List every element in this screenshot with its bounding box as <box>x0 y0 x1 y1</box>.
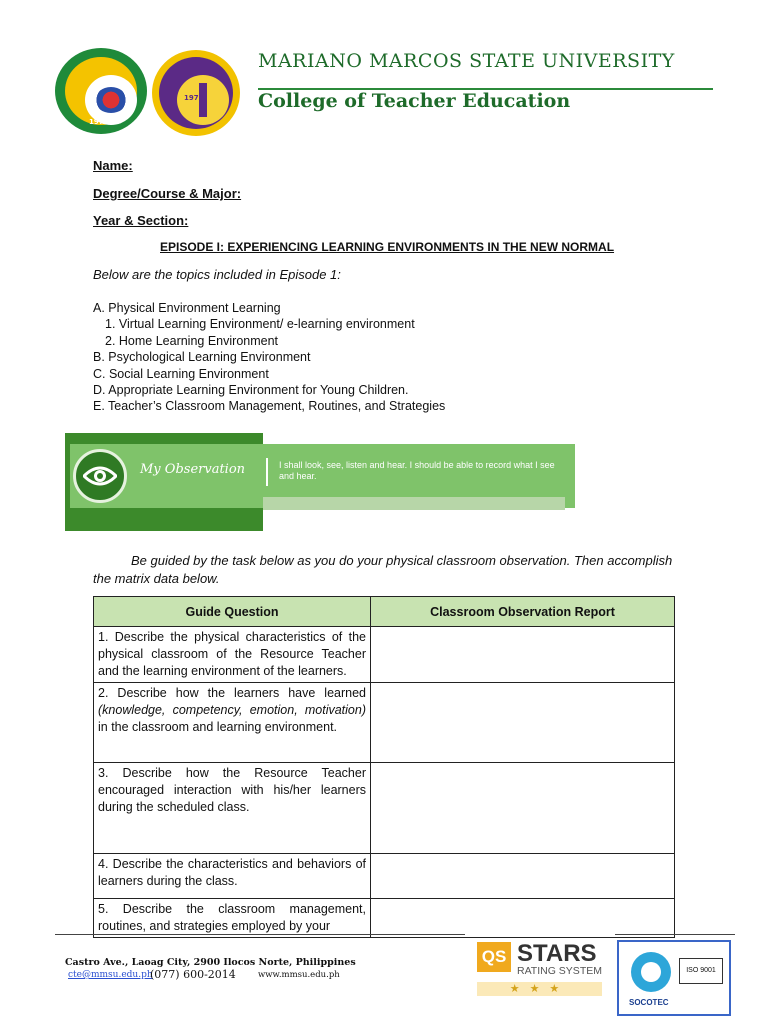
list-item: 1. Virtual Learning Environment/ e-learning environment <box>105 317 415 332</box>
answer-cell[interactable] <box>371 683 675 763</box>
footer-phone: (077) 600-2014 <box>150 968 236 981</box>
question-emphasis: (knowledge, competency, emotion, motivation) <box>98 703 366 717</box>
qs-stars-title: STARS <box>517 940 597 967</box>
qs-rating-system: RATING SYSTEM <box>517 965 602 977</box>
column-header: Guide Question <box>94 597 371 627</box>
observation-title: My Observation <box>140 462 246 477</box>
question-text: in the classroom and learning environment. <box>98 720 338 734</box>
table-header-row <box>94 597 675 627</box>
certification-icon <box>631 952 671 992</box>
answer-cell[interactable] <box>371 899 675 938</box>
footer-email-link[interactable]: cte@mmsu.edu.ph <box>68 970 153 980</box>
college-seal <box>152 50 240 136</box>
episode-title: EPISODE I: EXPERIENCING LEARNING ENVIRONMENTS IN THE NEW NORMAL <box>160 240 615 254</box>
answer-cell[interactable] <box>371 627 675 683</box>
eye-icon <box>73 449 127 503</box>
table-row <box>94 763 675 854</box>
university-name: MARIANO MARCOS STATE UNIVERSITY <box>258 50 675 72</box>
list-item: C. Social Learning Environment <box>93 366 269 381</box>
university-seal <box>55 48 147 134</box>
answer-cell[interactable] <box>371 854 675 899</box>
guide-question: 5. Describe the classroom management, routines, and strategies employed by your <box>94 899 371 938</box>
star-rating-icon: ★★★ <box>477 982 602 996</box>
list-item: D. Appropriate Learning Environment for Young Children. <box>93 383 409 398</box>
table-row <box>94 899 675 938</box>
answer-cell[interactable] <box>371 763 675 854</box>
socotec-badge <box>617 940 731 1016</box>
footer-website[interactable]: www.mmsu.edu.ph <box>258 970 340 980</box>
observation-matrix <box>93 596 675 938</box>
year-section-label: Year & Section: <box>93 213 189 228</box>
name-label: Name: <box>93 158 133 173</box>
certifier-name: SOCOTEC <box>629 998 669 1007</box>
column-header: Classroom Observation Report <box>371 597 675 627</box>
topics-list <box>93 300 445 415</box>
table-row <box>94 683 675 763</box>
footer-divider <box>55 934 465 935</box>
banner-divider <box>266 458 268 486</box>
guide-question <box>94 683 371 763</box>
list-item: A. Physical Environment Learning <box>93 301 281 315</box>
guide-question: 3. Describe how the Resource Teacher encouraged interaction with his/her learners during the scheduled class. <box>94 763 371 854</box>
list-item: 2. Home Learning Environment <box>105 333 279 348</box>
footer-address: Castro Ave., Laoag City, 2900 Ilocos Norte, Philippines <box>65 957 356 968</box>
guide-question: 4. Describe the characteristics and behaviors of learners during the class. <box>94 854 371 899</box>
qs-logo: QS <box>477 942 511 972</box>
seal-year: 1978 <box>184 94 204 102</box>
observation-text: I shall look, see, listen and hear. I should be able to record what I see and hear. <box>279 460 555 481</box>
guide-question: 1. Describe the physical characteristics of the physical classroom of the Resource Teacher and the learning environment of the learners. <box>94 627 371 683</box>
table-row <box>94 627 675 683</box>
question-text: 2. Describe how the learners have learned <box>98 686 366 700</box>
list-item: E. Teacher’s Classroom Management, Routines, and Strategies <box>93 399 446 414</box>
iso-label: ISO 9001 <box>679 958 723 984</box>
list-item: B. Psychological Learning Environment <box>93 350 311 365</box>
degree-label: Degree/Course & Major: <box>93 186 242 201</box>
college-name: College of Teacher Education <box>258 90 571 112</box>
table-row <box>94 854 675 899</box>
seal-year: 1978 <box>89 118 109 126</box>
banner-shadow <box>263 497 565 510</box>
footer-divider <box>615 934 735 935</box>
qs-stars-badge <box>477 940 602 998</box>
topics-intro: Below are the topics included in Episode 1: <box>93 267 341 282</box>
guide-instructions: Be guided by the task below as you do your physical classroom observation. Then accomplish the matrix data below. <box>93 553 673 586</box>
